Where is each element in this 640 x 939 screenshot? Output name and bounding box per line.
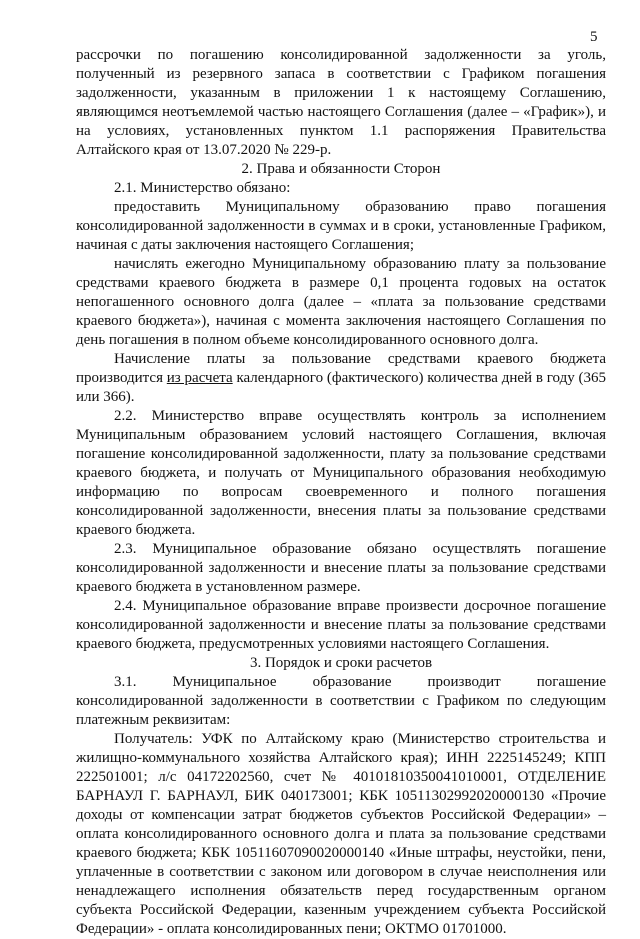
- paragraph-2-1-c-text-start: Начисление платы за пользование средствами краевого бюджета производится: [76, 351, 606, 386]
- section-heading-3: 3. Порядок и сроки расчетов: [249, 655, 433, 671]
- payment-details: Получатель: УФК по Алтайскому краю (Министерство строительства и жилищно-коммунального хозяйства Алтайского края); ИНН 2225145249; КПП 222501001; л/с 04172202560, счет № 40101810350041010001, ОТДЕЛЕНИЕ БАРНАУЛ Г. БАРНАУЛ, БИК 040173001; КБК 10511302992020000130 «Прочие доходы от компенсации затрат бюджетов субъектов Российской Федерации» – оплата консолидированного основного долга и плата за пользование средствами краевого бюджета; КБК 10511607090020000140 «Иные штрафы, неустойки, пени, уплаченные в соответствии с законом или договором в случае неисполнения или ненадлежащего исполнения обязательств перед государственным органом субъекта Российской Федерации, казенным учреждением субъекта Российской Федерации» - оплата консолидированных пени; ОКТМО 01701000.: [76, 731, 606, 937]
- section-heading-2: 2. Права и обязанности Сторон: [241, 161, 441, 177]
- underlined-phrase: из расчета: [166, 370, 233, 386]
- paragraph-2-1: 2.1. Министерство обязано:: [114, 180, 291, 196]
- paragraph-2-1-b: начислять ежегодно Муниципальному образованию плату за пользование средствами краевого бюджета в размере 0,1 процента годовых на остаток непогашенного основного долга (далее – «плата за пользование средствами краевого бюджета»), начиная с момента заключения настоящего Соглашения по день погашения в полном объеме консолидированного основного долга.: [76, 256, 606, 348]
- paragraph-2-1-c-text-end: календарного (фактического) количества дней в году (365 или 366).: [76, 370, 606, 405]
- paragraph-3-1: 3.1. Муниципальное образование производит погашение консолидированной задолженности в соответствии с Графиком по следующим платежным реквизитам:: [76, 674, 606, 728]
- paragraph-2-1-c: [76, 350, 606, 407]
- paragraph-2-1-a: предоставить Муниципальному образованию право погашения консолидированной задолженности в суммах и в сроки, установленные Графиком, начиная с даты заключения настоящего Соглашения;: [76, 199, 606, 253]
- document-body: [76, 46, 606, 939]
- paragraph-continuation: рассрочки по погашению консолидированной задолженности за уголь, полученный из резервного запаса в соответствии с Графиком погашения задолженности, указанным в приложении 1 к настоящему Соглашению, являющимся неотъемлемой частью настоящего Соглашения (далее – «График»), и на условиях, установленных пунктом 1.1 распоряжения Правительства Алтайского края от 13.07.2020 № 229-р.: [76, 47, 606, 158]
- page-number: 5: [590, 29, 598, 45]
- paragraph-2-2: 2.2. Министерство вправе осуществлять контроль за исполнением Муниципальным образованием условий настоящего Соглашения, включая погашение консолидированной задолженности, плату за пользование средствами краевого бюджета, и получать от Муниципального образования необходимую информацию по вопросам своевременного и полного погашения консолидированной задолженности, внесения платы за пользование средствами краевого бюджета.: [76, 408, 606, 538]
- paragraph-2-4: 2.4. Муниципальное образование вправе произвести досрочное погашение консолидированной задолженности и внесение платы за пользование средствами краевого бюджета, предусмотренных условиями настоящего Соглашения.: [76, 598, 606, 652]
- paragraph-2-3: 2.3. Муниципальное образование обязано осуществлять погашение консолидированной задолженности и внесение платы за пользование средствами краевого бюджета в установленном размере.: [76, 541, 606, 595]
